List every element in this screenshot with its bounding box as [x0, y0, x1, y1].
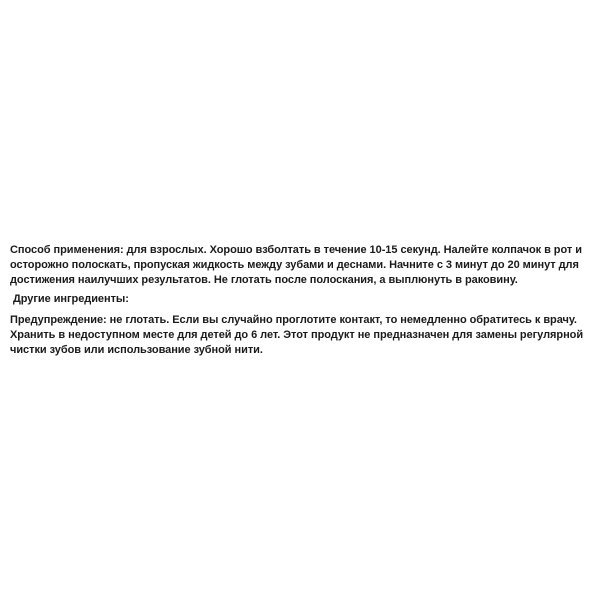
- warning-paragraph: Предупреждение: не глотать. Если вы случайно проглотите контакт, то немедленно обратитесь к врачу. Хранить в недоступном месте для детей до 6 лет. Этот продукт не предназначен для замены регулярной чистки зубов или использование зубной нити.: [10, 314, 584, 356]
- description-text-block: [10, 243, 589, 358]
- other-ingredients-heading: Другие ингредиенты:: [13, 293, 129, 305]
- usage-instructions-paragraph: Способ применения: для взрослых. Хорошо взболтать в течение 10-15 секунд. Налейте колпачок в рот и осторожно полоскать, пропуская жидкость между зубами и деснами. Начните с 3 минут до 20 минут для достижения наилучших результатов. Не глотать после полоскания, а выплюнуть в раковину.: [10, 244, 582, 286]
